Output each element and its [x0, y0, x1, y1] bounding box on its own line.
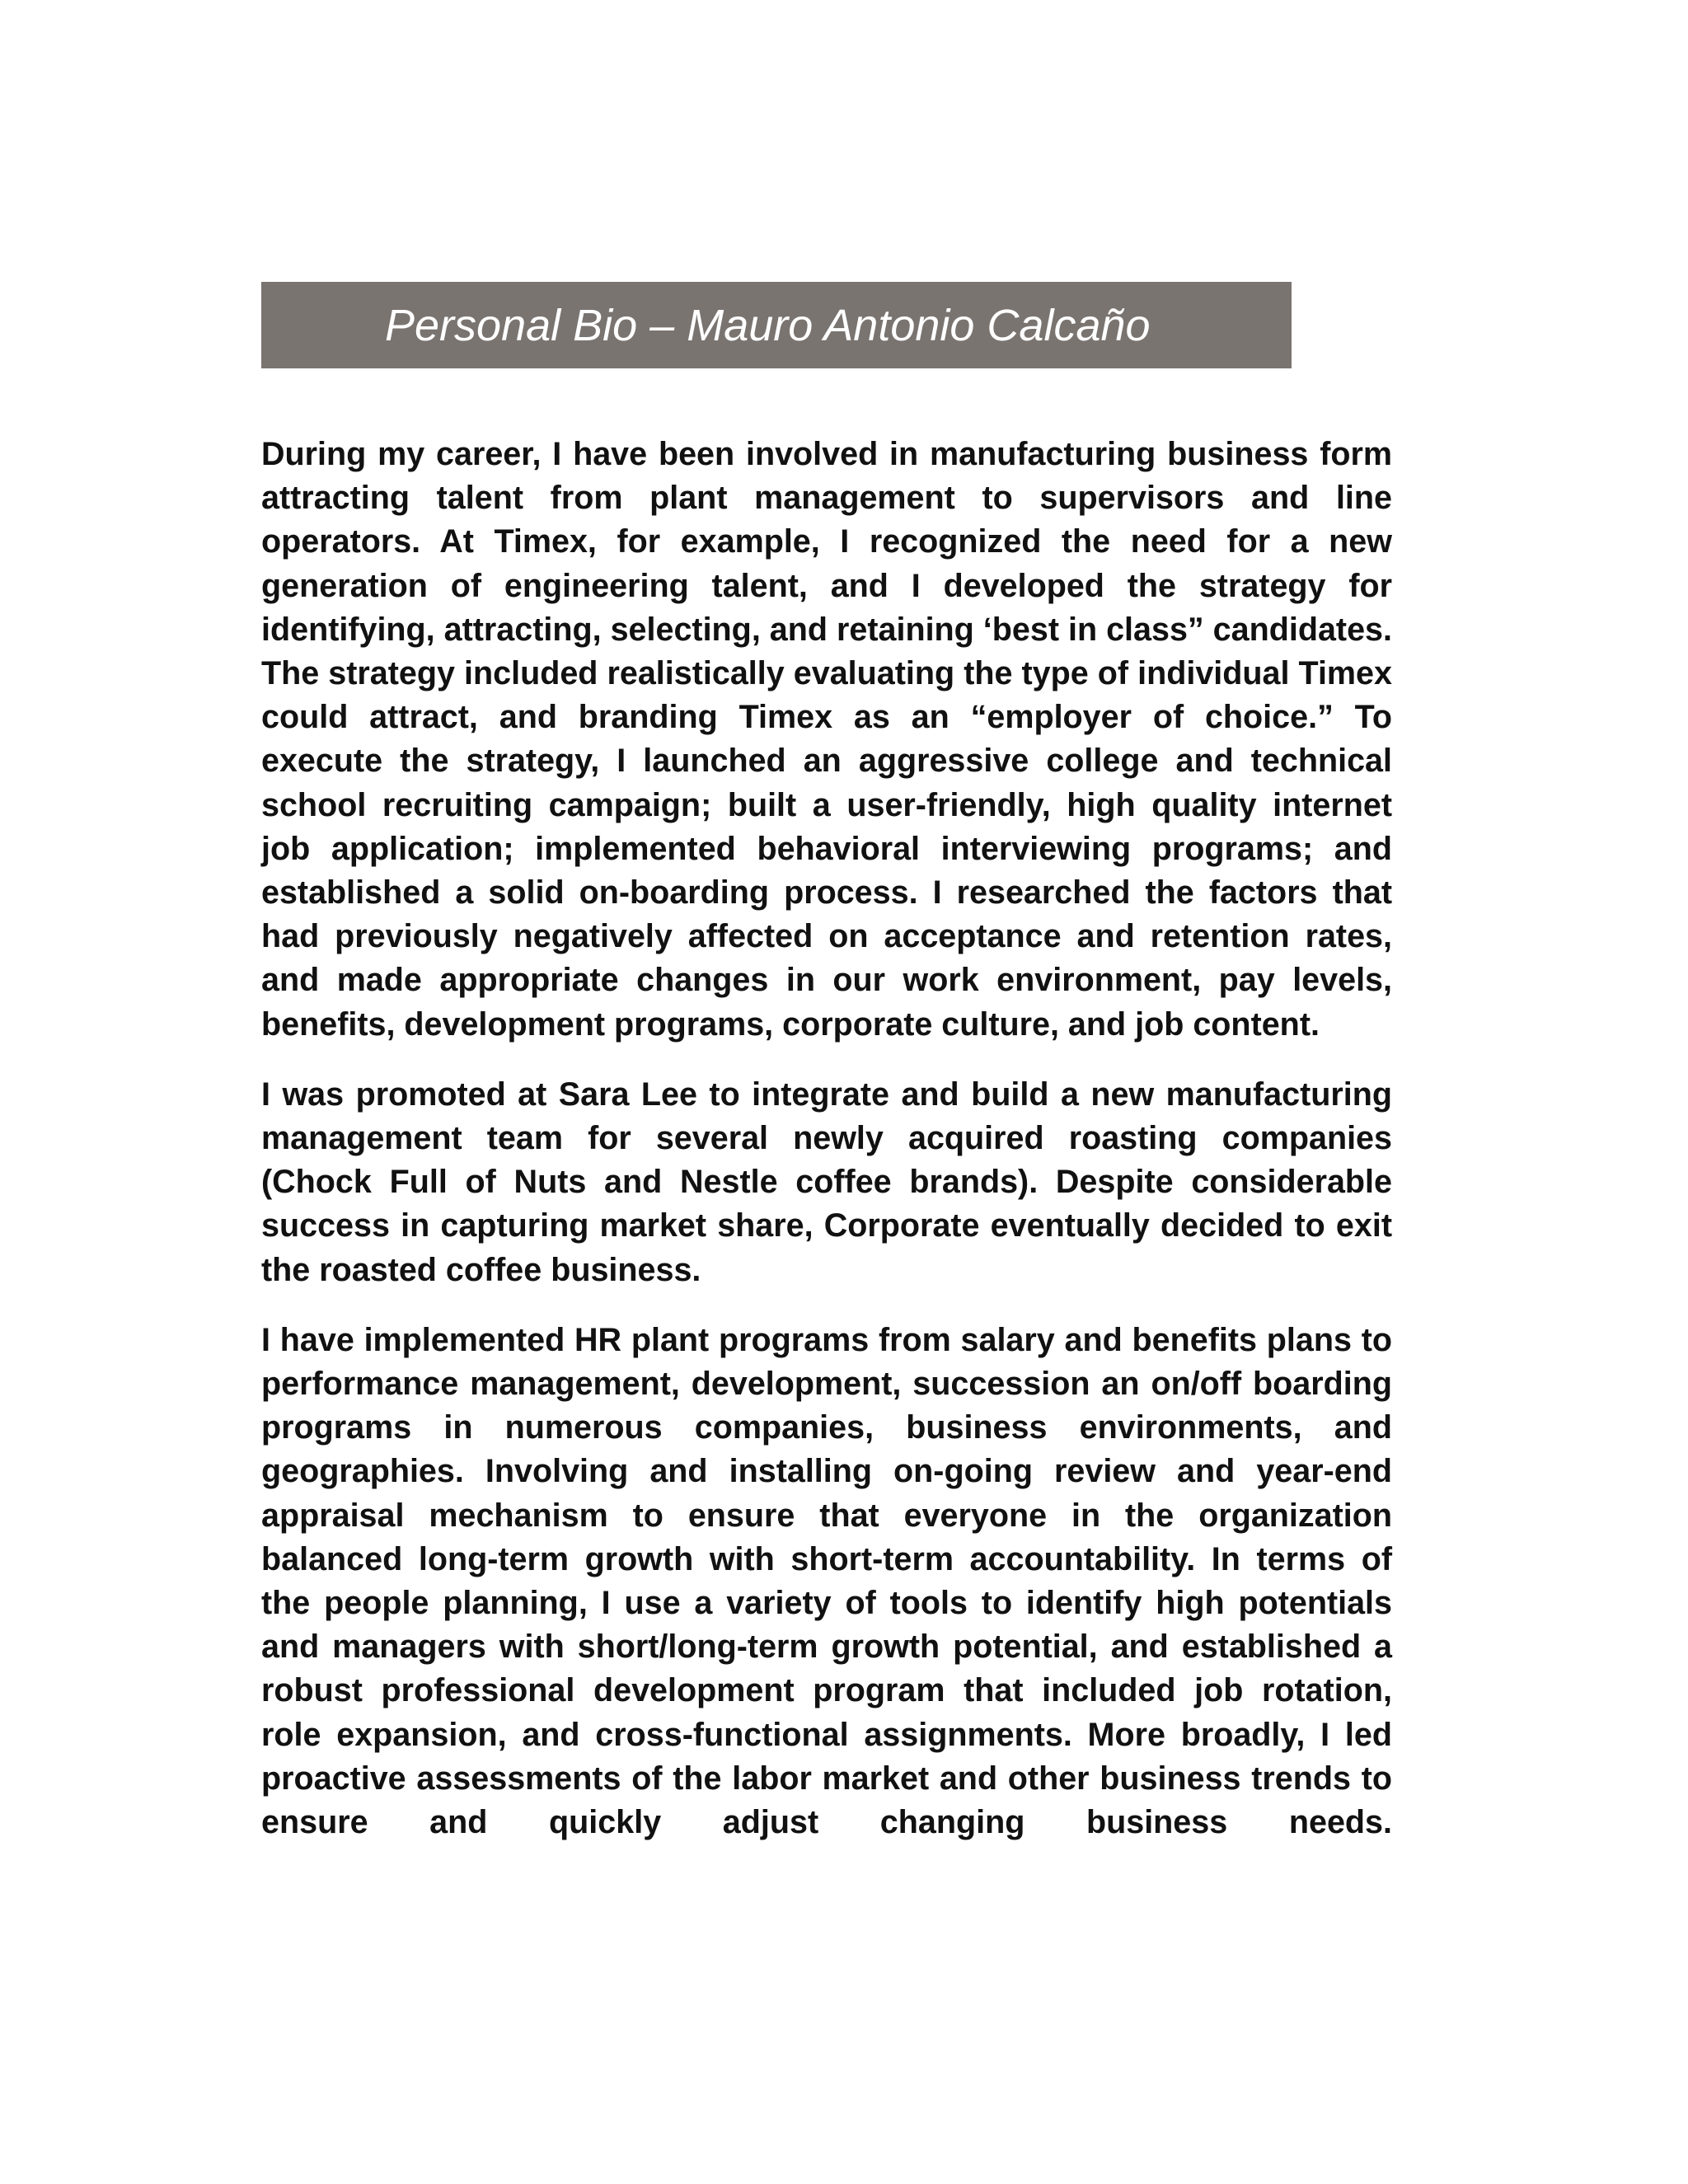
paragraph-timex: During my career, I have been involved in manufacturing business form attracting talent from plant management to supervisors and line operators. At Timex, for example, I recognized the need for a new generation of engineering talent, and I developed the strategy for identifying, attracting, selecting, and retaining ‘best in class” candidates. The strategy included realistically evaluating the type of individual Timex could attract, and branding Timex as an “employer of choice.” To execute the strategy, I launched an aggressive college and technical school recruiting campaign; built a user-friendly, high quality internet job application; implemented behavioral interviewing programs; and established a solid on-boarding process. I researched the factors that had previously negatively affected on acceptance and retention rates, and made appropriate changes in our work environment, pay levels, benefits, development programs, corporate culture, and job content. — [261, 436, 1392, 1043]
paragraph-hr-programs: I have implemented HR plant programs from salary and benefits plans to performance management, development, succession an on/off boarding programs in numerous companies, business environments, and geographies. Involving and installing on-going review and year-end appraisal mechanism to ensure that everyone in the organization balanced long-term growth with short-term accountability. In terms of the people planning, I use a variety of tools to identify high potentials and managers with short/long-term growth potential, and established a robust professional development program that included job rotation, role expansion, and cross-functional assignments. More broadly, I led proactive assessments of the labor market and other business trends to ensure and quickly adjust changing business needs. — [261, 1321, 1392, 1841]
page-title: Personal Bio – Mauro Antonio Calcaño — [385, 300, 1151, 350]
bio-body — [261, 433, 1392, 1871]
title-banner — [261, 282, 1292, 368]
paragraph-sara-lee: I was promoted at Sara Lee to integrate and build a new manufacturing management team for several newly acquired roasting companies (Chock Full of Nuts and Nestle coffee brands). Despite considerable success in capturing market share, Corporate eventually decided to exit the roasted coffee business. — [261, 1076, 1392, 1288]
